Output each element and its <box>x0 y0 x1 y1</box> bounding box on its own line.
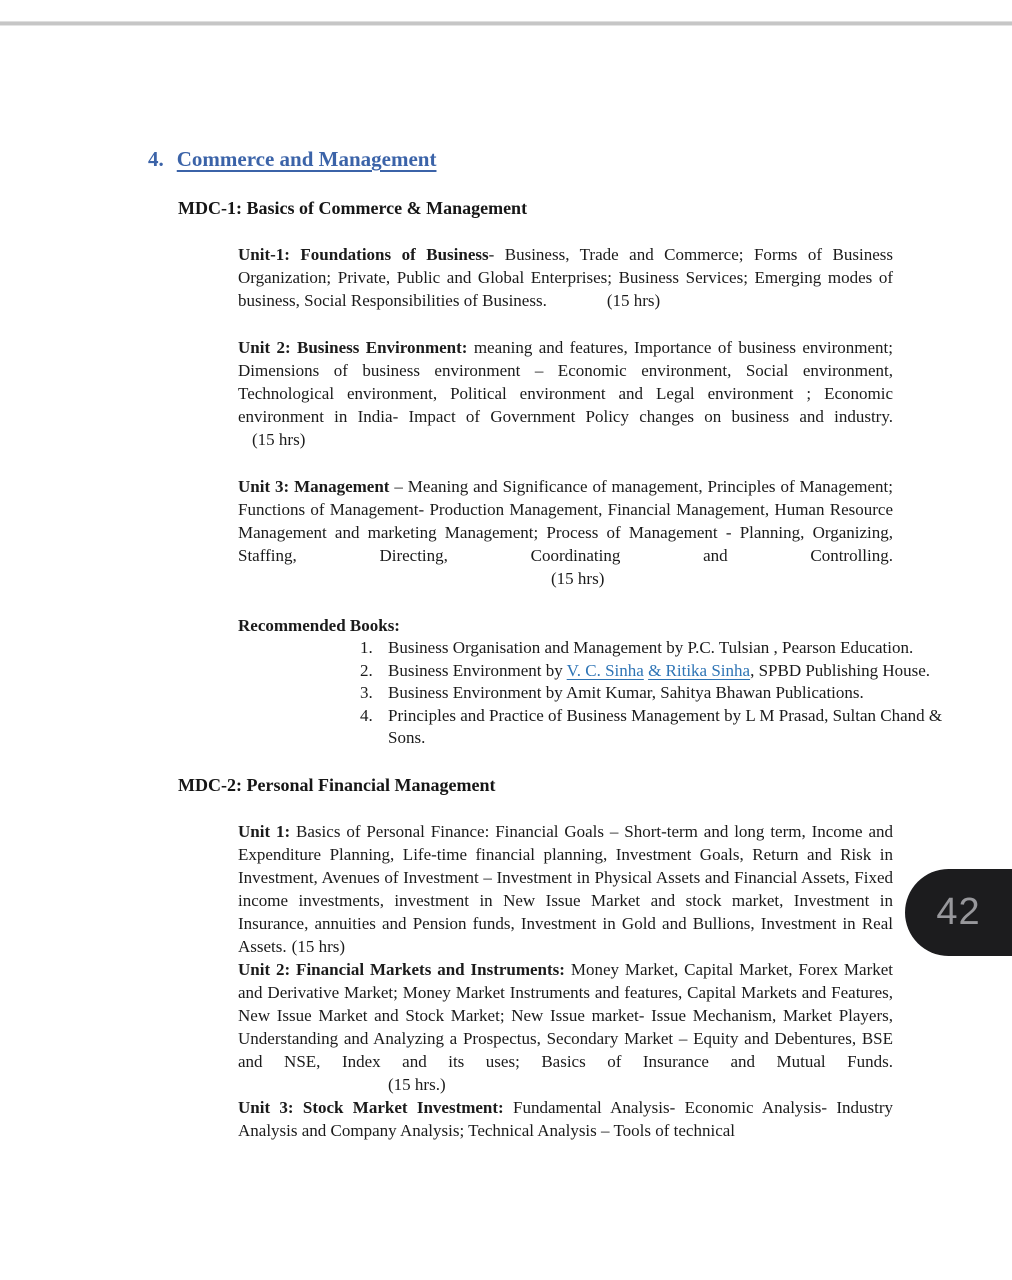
mdc2-unit1-body: Basics of Personal Finance: Financial Goals – Short-term and long term, Income and Expenditure Planning, Life-time financial planning, Investment Goals, Return and Risk in Investment, Avenues of Investment – Investment in Physical Assets and Financial Assets, Fixed income investments, investment in New Issue Market and stock market, Investment in Insurance, annuities and Pension funds, Investment in Gold and Bullions, Investment in Real Assets. <box>238 821 893 956</box>
book-1-text: Business Organisation and Management by P.C. Tulsian , Pearson Education. <box>388 638 914 657</box>
mdc1-unit2-label: Unit 2: Business Environment: <box>238 338 468 357</box>
mdc1-title: MDC-1: Basics of Commerce & Management <box>178 198 528 218</box>
mdc2-unit1-hours: (15 hrs) <box>291 936 346 956</box>
book-2-number: 2. <box>360 660 373 680</box>
mdc1-unit2-paragraph <box>238 336 893 451</box>
page-content <box>148 0 943 1142</box>
section-title-link[interactable]: Commerce and Management <box>176 147 437 171</box>
page-number-badge <box>905 869 1012 956</box>
mdc2-unit3-label: Unit 3: Stock Market Investment: <box>238 1097 504 1117</box>
section-number: 4. <box>148 147 164 171</box>
author-link-vc-sinha[interactable]: V. C. Sinha <box>566 660 644 680</box>
mdc2-units <box>238 820 893 1142</box>
mdc1-unit1-label: Unit-1: Foundations of Business <box>238 245 489 264</box>
mdc2-unit3-paragraph <box>238 1096 893 1142</box>
mdc1-unit2-hours: (15 hrs) <box>252 430 306 449</box>
mdc1-unit3-label: Unit 3: Management <box>238 477 390 496</box>
mdc1-units <box>238 243 893 590</box>
book-2-prefix: Business Environment by <box>388 660 567 680</box>
book-4-number: 4. <box>360 705 373 725</box>
mdc1-unit3-body: – Meaning and Significance of management, Principles of Management; Functions of Management- Production Management, Financial Management, Human Resource Management and marketing Management; Process of Management - Planning, Organizing, Staffing, Directing, Coordinating and Controlling. <box>238 477 893 565</box>
mdc2-unit2-body: Money Market, Capital Market, Forex Market and Derivative Market; Money Market Instruments and features, Capital Markets and Features, New Issue Market and Stock Market; New Issue market- Issue Mechanism, Market Players, Understanding and Analyzing a Prospectus, Secondary Market – Equity and Debentures, BSE and NSE, Index and its uses; Basics of Insurance and Mutual Funds. <box>238 959 893 1071</box>
mdc2-unit1-paragraph <box>238 820 893 958</box>
recommended-books-list <box>360 637 960 750</box>
book-item-3 <box>360 682 960 705</box>
mdc2-unit3-body: Fundamental Analysis- Economic Analysis- Industry Analysis and Company Analysis; Technical Analysis – Tools of technical <box>238 1097 893 1140</box>
mdc1-unit1-body: - Business, Trade and Commerce; Forms of Business Organization; Private, Public and Global Enterprises; Business Services; Emerging modes of business, Social Responsibilities of Business. <box>238 245 893 310</box>
book-2-text <box>388 660 960 683</box>
mdc1-unit3-hours: (15 hrs) <box>551 569 605 588</box>
book-4-text: Principles and Practice of Business Management by L M Prasad, Sultan Chand & Sons. <box>388 705 943 747</box>
mdc1-unit1-hours: (15 hrs) <box>606 291 661 310</box>
book-item-1 <box>360 637 960 660</box>
section-heading <box>148 146 893 173</box>
author-link-ritika-sinha[interactable]: & Ritika Sinha <box>648 660 751 680</box>
book-3-text: Business Environment by Amit Kumar, Sahitya Bhawan Publications. <box>388 683 864 702</box>
mdc2-unit2-paragraph <box>238 958 893 1096</box>
book-1-number: 1. <box>360 638 373 657</box>
book-item-4 <box>360 705 960 750</box>
mdc1-unit3-paragraph <box>238 475 893 590</box>
mdc1-unit1-paragraph <box>238 243 893 312</box>
mdc2-unit2-hours: (15 hrs.) <box>388 1074 446 1094</box>
recommended-books-heading: Recommended Books: <box>238 616 400 635</box>
mdc2-title: MDC-2: Personal Financial Management <box>178 774 496 795</box>
page-number: 42 <box>936 891 981 933</box>
mdc2-unit2-label: Unit 2: Financial Markets and Instruments: <box>238 959 565 979</box>
book-3-number: 3. <box>360 683 373 702</box>
mdc2-unit1-label: Unit 1: <box>238 821 291 841</box>
book-item-2 <box>360 660 960 683</box>
mdc1-unit2-body: meaning and features, Importance of business environment; Dimensions of business environment – Economic environment, Social environment, Technological environment, Political environment and Legal environment ; Economic environment in India- Impact of Government Policy changes on business and industry. <box>238 338 893 426</box>
book-2-suffix: , SPBD Publishing House. <box>750 660 931 680</box>
